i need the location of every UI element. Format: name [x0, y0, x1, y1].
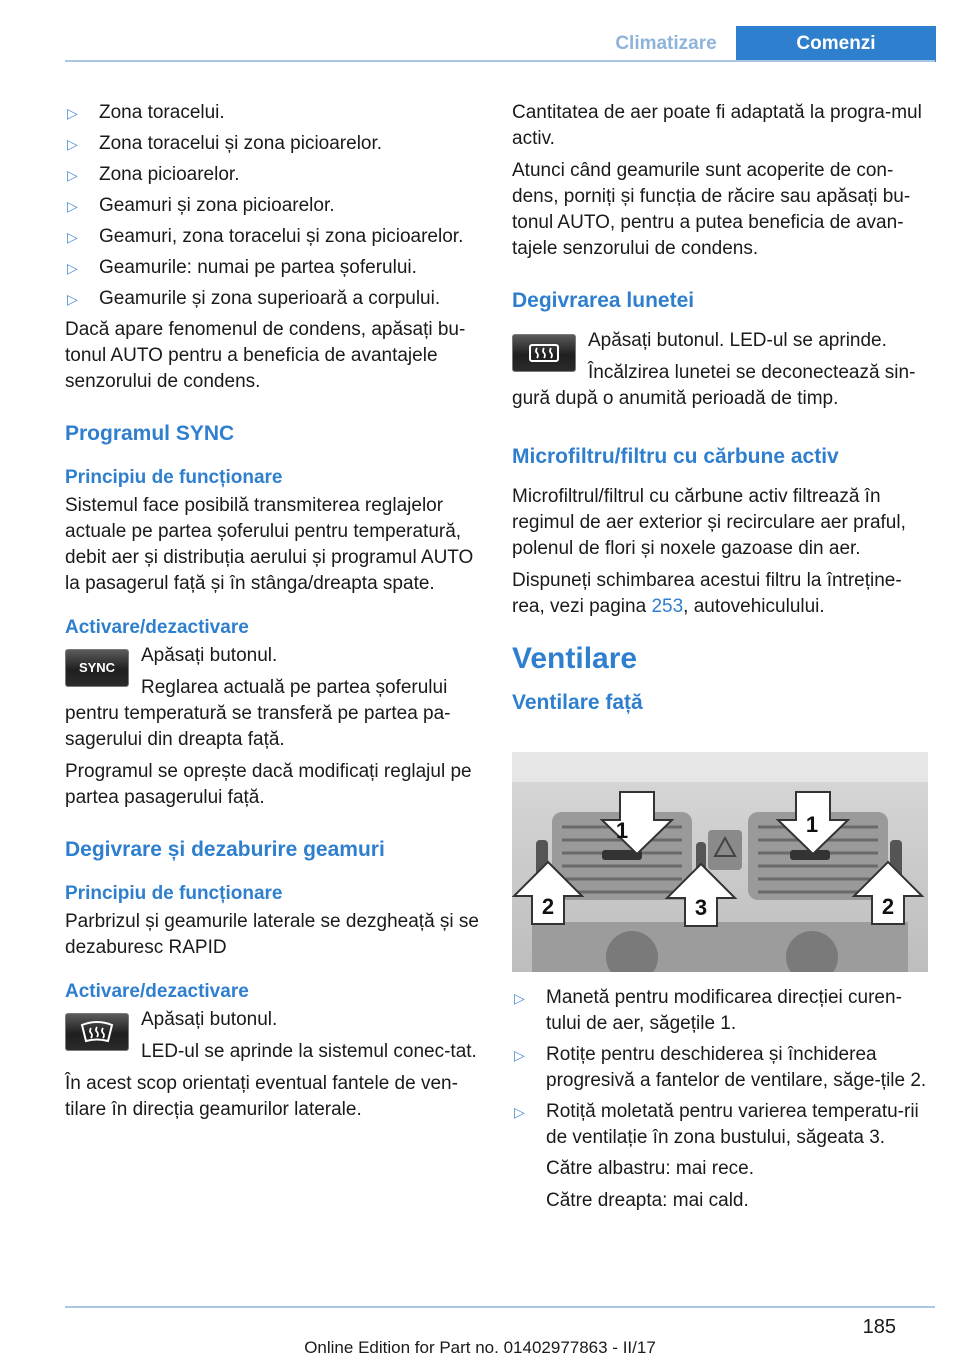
defrost-activate-heading: Activare/dezactivare: [65, 981, 249, 1002]
air-quantity-paragraph: Cantitatea de aer poate fi adaptată la progra‐mul activ.: [512, 102, 922, 149]
triangle-bullet-icon: ▷: [67, 198, 78, 214]
list-item: [512, 1099, 927, 1151]
filter-text: Microfiltrul/filtrul cu cărbune activ filtrează în regimul de aer exterior și recirculare aer praful, polenul de flori și noxele gazoase din aer.: [512, 486, 906, 559]
list-item-text: Geamurile: numai pe partea șoferului.: [99, 257, 417, 278]
defrost-vent-text: În acest scop orientați eventual fantele de ven‐tilare în direcția geamurilor laterale.: [65, 1073, 458, 1120]
list-item: [65, 286, 480, 312]
triangle-bullet-icon: ▷: [67, 136, 78, 152]
triangle-bullet-icon: ▷: [67, 229, 78, 245]
front-vents-illustration: [512, 752, 928, 972]
list-item: [65, 193, 480, 219]
sync-button-icon: SYNC: [65, 649, 129, 687]
list-item-text: Rotițe pentru deschiderea și închiderea progresivă a fantelor de ventilare, săge‐țile 2.: [546, 1044, 927, 1091]
list-item: [512, 1042, 927, 1094]
triangle-bullet-icon: ▷: [67, 260, 78, 276]
list-item: [65, 224, 480, 250]
page-number: 185: [862, 1316, 896, 1338]
list-item: [65, 162, 480, 188]
rear-press-text: Apăsați butonul. LED-ul se aprinde.: [588, 330, 887, 351]
sync-heading: Programul SYNC: [65, 422, 235, 445]
header-rule: [65, 60, 935, 62]
list-item-text: Geamuri și zona picioarelor.: [99, 195, 335, 216]
tab-climatizare[interactable]: Climatizare: [615, 33, 717, 54]
sync-transfer-text: Reglarea actuală pe partea șoferului pentru temperatură se transferă pe partea pa‐sagerului din dreapta față.: [65, 677, 451, 750]
sync-principle-text: Sistemul face posibilă transmiterea reglajelor actuale pe partea șoferului pentru temperatură, debit aer și distribuția aerului și programul AUTO la pasagerul față și în stânga/dreapta spate.: [65, 495, 474, 594]
callout-1-left: 1: [615, 818, 629, 843]
sync-stop-text: Programul se oprește dacă modificați reglajul pe partea pasagerului față.: [65, 761, 472, 808]
sync-activate-heading: Activare/dezactivare: [65, 617, 249, 638]
right-column: [512, 100, 927, 718]
filter-heading: Microfiltru/filtru cu cărbune activ: [512, 445, 839, 468]
rear-heating-text: Încălzirea lunetei se deconectează sin‐gură după o anumită perioadă de timp.: [512, 362, 916, 409]
sync-principle-heading: Principiu de funcționare: [65, 467, 283, 488]
rear-window-defrost-button-icon: [512, 334, 576, 372]
list-item: [65, 131, 480, 157]
defrost-press-text: Apăsați butonul.: [141, 1009, 278, 1030]
defrost-principle-heading: Principiu de funcționare: [65, 883, 283, 904]
callout-2-right: 2: [881, 894, 895, 919]
list-item-text: Rotiță moletată pentru varierea temperatu‐rii de ventilație în zona bustului, săgeata 3.: [546, 1101, 919, 1148]
defrost-led-text: LED-ul se aprinde la sistemul conec‐tat.: [141, 1041, 477, 1062]
defrost-heading: Degivrare și dezaburire geamuri: [65, 838, 385, 861]
edition-footer: Online Edition for Part no. 01402977863 - II/17: [304, 1338, 656, 1357]
triangle-bullet-icon: ▷: [67, 291, 78, 307]
condensation-paragraph: Dacă apare fenomenul de condens, apăsați bu‐tonul AUTO pentru a beneficia de avantajele senzorului de condens.: [65, 319, 466, 392]
warmer-note: Către dreapta: mai cald.: [546, 1190, 749, 1211]
list-item-text: Manetă pentru modificarea direcției curen‐tului de aer, săgețile 1.: [546, 987, 902, 1034]
tab-comenzi[interactable]: Comenzi: [736, 26, 936, 62]
front-ventilation-heading: Ventilare față: [512, 691, 643, 714]
defrost-principle-text: Parbrizul și geamurile laterale se dezgheață și se dezaburesc RAPID: [65, 911, 479, 958]
list-item: [65, 255, 480, 281]
sync-press-text: Apăsați butonul.: [141, 645, 278, 666]
triangle-bullet-icon: ▷: [67, 105, 78, 121]
windshield-defrost-button-icon: [65, 1013, 129, 1051]
list-item: [512, 985, 927, 1037]
callout-3: 3: [694, 895, 708, 920]
list-item: [65, 100, 480, 126]
triangle-bullet-icon: ▷: [514, 1104, 525, 1120]
callout-2-left: 2: [541, 894, 555, 919]
callout-1-right: 1: [805, 812, 819, 837]
ventilation-heading: Ventilare: [512, 642, 638, 675]
list-item-text: Geamuri, zona toracelui și zona picioarelor.: [99, 226, 464, 247]
filter-maintenance-text: Dispuneți schimbarea acestui filtru la întreține‐rea, vezi pagina 253, autovehiculului.: [512, 570, 902, 617]
vent-list: [512, 985, 927, 1220]
list-item-text: Zona toracelui.: [99, 102, 225, 123]
triangle-bullet-icon: ▷: [514, 990, 525, 1006]
page-link[interactable]: 253: [651, 596, 684, 617]
colder-note: Către albastru: mai rece.: [546, 1158, 755, 1179]
rear-defrost-heading: Degivrarea lunetei: [512, 289, 695, 312]
list-item-text: Geamurile și zona superioară a corpului.: [99, 288, 441, 309]
footer-rule: [65, 1306, 935, 1308]
condensation-cooling-paragraph: Atunci când geamurile sunt acoperite de con‐dens, porniți și funcția de răcire sau apăsați bu‐tonul AUTO, pentru a putea beneficia de avan‐tajele senzorului de condens.: [512, 160, 911, 259]
left-column: [65, 100, 480, 1129]
triangle-bullet-icon: ▷: [67, 167, 78, 183]
list-item-text: Zona picioarelor.: [99, 164, 240, 185]
triangle-bullet-icon: ▷: [514, 1047, 525, 1063]
list-item-text: Zona toracelui și zona picioarelor.: [99, 133, 383, 154]
